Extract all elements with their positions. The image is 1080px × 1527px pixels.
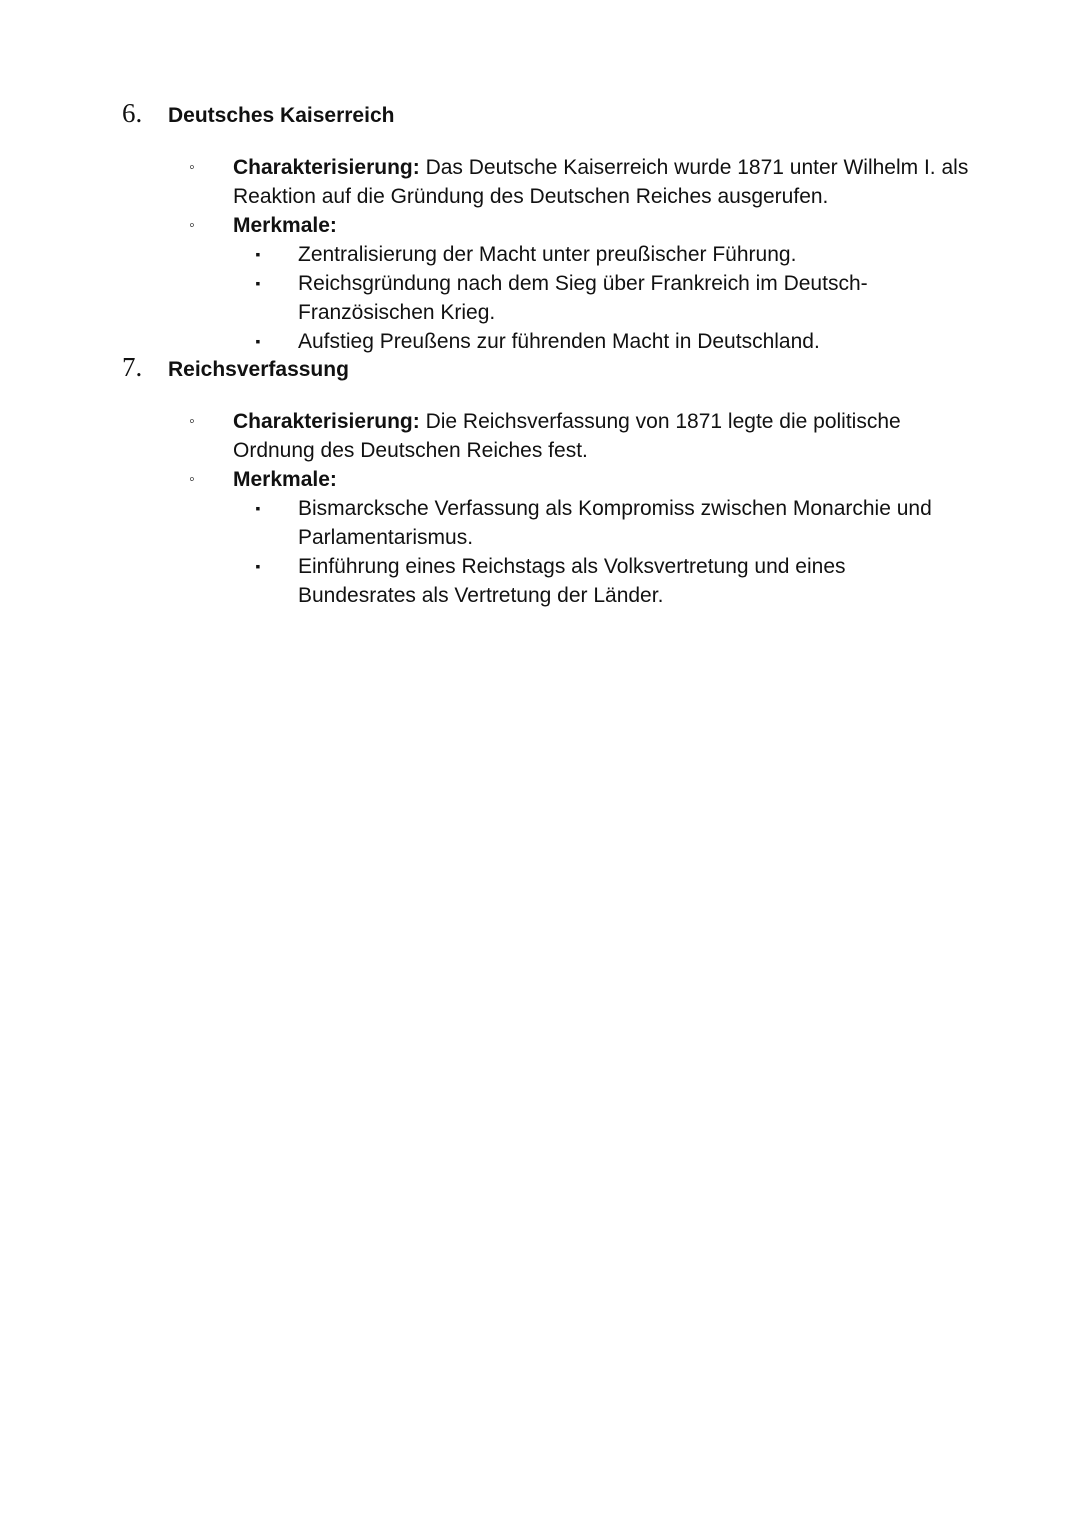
square-bullet-icon: ▪ — [255, 500, 261, 516]
characterization-text: Das Deutsche Kaiserreich wurde 1871 unter Wilhelm I. als Reaktion auf die Gründung des Deutschen Reiches ausgerufen. — [233, 156, 969, 208]
feature-text: Aufstieg Preußens zur führenden Macht in Deutschland. — [298, 330, 820, 353]
section-title: Reichsverfassung — [168, 358, 349, 381]
section-number: 7. — [122, 352, 143, 382]
square-bullet-icon: ▪ — [255, 246, 261, 262]
characterization-text: Die Reichsverfassung von 1871 legte die politische Ordnung des Deutschen Reiches fest. — [233, 410, 901, 462]
characterization-label: Charakterisierung: — [233, 410, 420, 433]
features-label: Merkmale: — [233, 468, 337, 491]
circle-bullet-icon: ◦ — [189, 217, 195, 234]
feature-text: Bismarcksche Verfassung als Kompromiss zwischen Monarchie und Parlamentarismus. — [298, 497, 932, 549]
characterization-label: Charakterisierung: — [233, 156, 420, 179]
circle-bullet-icon: ◦ — [189, 159, 195, 176]
feature-text: Zentralisierung der Macht unter preußischer Führung. — [298, 243, 797, 266]
circle-bullet-icon: ◦ — [189, 471, 195, 488]
square-bullet-icon: ▪ — [255, 558, 261, 574]
section-number: 6. — [122, 98, 143, 128]
square-bullet-icon: ▪ — [255, 275, 261, 291]
circle-bullet-icon: ◦ — [189, 413, 195, 430]
feature-text: Einführung eines Reichstags als Volksvertretung und eines Bundesrates als Vertretung der Länder. — [298, 555, 846, 607]
feature-text: Reichsgründung nach dem Sieg über Frankreich im Deutsch-Französischen Krieg. — [298, 272, 868, 324]
features-label: Merkmale: — [233, 214, 337, 237]
section-title: Deutsches Kaiserreich — [168, 104, 395, 127]
square-bullet-icon: ▪ — [255, 333, 261, 349]
